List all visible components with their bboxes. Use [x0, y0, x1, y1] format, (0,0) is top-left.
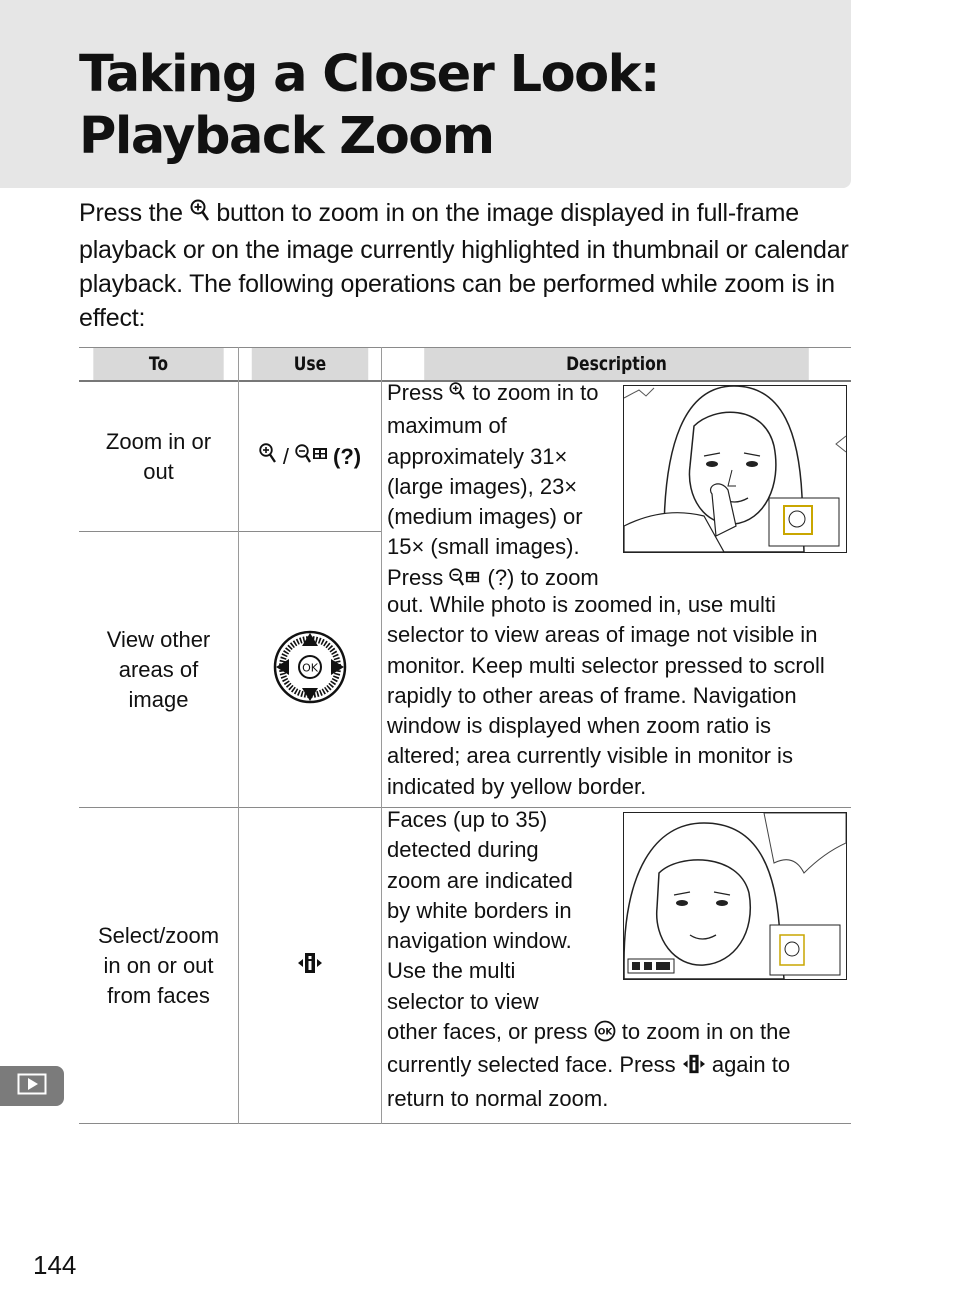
header-to: To	[93, 348, 223, 380]
header-use: Use	[252, 348, 368, 380]
ok-button-icon	[594, 1020, 616, 1050]
row-faces-to	[79, 808, 238, 1123]
zoom-in-icon	[449, 381, 466, 411]
multi-selector-ok-label: OK	[302, 661, 318, 674]
operations-table	[79, 347, 851, 1124]
playback-section-tab	[0, 1066, 64, 1106]
multi-selector-icon	[273, 630, 347, 710]
desc-line: other faces, or press OK to zoom in on the	[387, 1017, 849, 1050]
desc-line: selector to view	[387, 988, 539, 1014]
row-zoom-use	[239, 382, 381, 531]
intro-text-rest: button to zoom in on the image displayed in full-frame playback or on the image currently highlighted in thumbnail or calendar playback. The following operations can be performed while zoom is in effect:	[79, 199, 849, 332]
desc-line: Press (?) to zoom	[387, 563, 612, 596]
use-separator: /	[282, 443, 290, 469]
row-view-use	[239, 532, 381, 807]
face-zoom-photo-illustration	[623, 812, 847, 980]
desc-line: maximum of	[387, 413, 507, 439]
face-select-icon	[297, 951, 323, 981]
row-faces-use	[239, 808, 381, 1123]
col-divider-2	[381, 347, 382, 1124]
page-number: 144	[33, 1250, 77, 1280]
row-zoom-to	[79, 382, 238, 531]
row-view-to-label: View other areas of image	[106, 626, 211, 712]
zoom-out-thumbnail-icon	[295, 443, 329, 471]
desc-line: approximately 31×	[387, 443, 568, 469]
desc-line: navigation window.	[387, 928, 572, 954]
desc-line: zoom are indicated	[387, 867, 573, 893]
faces-description-rest	[387, 1017, 849, 1114]
header-description: Description	[424, 348, 809, 380]
page-title: Taking a Closer Look: Playback Zoom	[79, 45, 659, 166]
table-top-rule	[79, 347, 851, 348]
desc-line: by white borders in	[387, 897, 572, 923]
faces-description-top	[387, 805, 612, 1017]
intro-paragraph	[79, 196, 851, 335]
playback-icon	[17, 1073, 47, 1100]
row-zoom-to-label: Zoom in or out	[105, 428, 212, 484]
table-bottom-rule	[79, 1123, 851, 1124]
zoomed-photo-illustration	[623, 385, 847, 553]
zoom-in-icon	[259, 442, 277, 472]
zoom-description-rest: out. While photo is zoomed in, use multi selector to view areas of image not visible in monitor. Keep multi selector pressed to scroll rapidly to other areas of frame. Navigation window is displayed when zoom ratio is altered; area currently visible in monitor is indicated by yellow border.	[387, 592, 825, 799]
zoom-in-icon	[190, 198, 210, 233]
help-button-label: (?)	[333, 443, 362, 469]
intro-text-start: Press the	[79, 199, 183, 227]
desc-line: return to normal zoom.	[387, 1085, 609, 1111]
desc-line: (medium images) or	[387, 504, 583, 530]
desc-line: currently selected face. Press again to	[387, 1050, 849, 1083]
row-view-to	[79, 532, 238, 807]
desc-line: Use the multi	[387, 958, 516, 984]
desc-line: (large images), 23×	[387, 473, 578, 499]
desc-line: detected during	[387, 837, 539, 863]
desc-line: 15× (small images).	[387, 534, 580, 560]
desc-line: Faces (up to 35)	[387, 807, 548, 832]
face-select-icon	[682, 1053, 706, 1083]
ok-icon-text: OK	[597, 1027, 612, 1038]
row-faces-to-label: Select/zoom in on or out from faces	[97, 922, 220, 1008]
desc-line: Press to zoom in to	[387, 378, 612, 411]
zoom-description-top	[387, 378, 612, 596]
